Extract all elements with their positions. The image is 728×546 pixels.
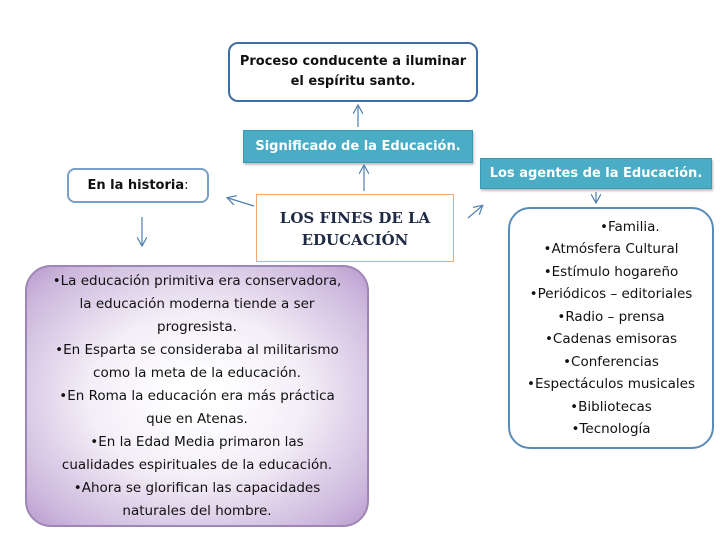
agentes-item: •Estímulo hogareño xyxy=(543,263,679,280)
arrow-to-agentes-title xyxy=(468,206,482,218)
proceso-line-1: Proceso conducente a iluminar xyxy=(239,54,467,69)
historia-line: como la meta de la educación. xyxy=(93,364,301,381)
agentes-title-box: Los agentes de la Educación. xyxy=(480,158,712,189)
historia-line: •En Esparta se consideraba al militarismo xyxy=(55,341,339,358)
historia-line: progresista. xyxy=(157,318,237,335)
historia-line: •En Roma la educación era más práctica xyxy=(59,387,335,404)
significado-box: Significado de la Educación. xyxy=(243,130,473,163)
agentes-item: •Atmósfera Cultural xyxy=(543,241,679,257)
central-topic-line-1: LOS FINES DE LA xyxy=(279,209,431,227)
agentes-item: •Espectáculos musicales xyxy=(527,376,695,392)
agentes-item: •Bibliotecas xyxy=(570,398,652,415)
historia-line: la educación moderna tiende a ser xyxy=(79,295,315,312)
historia-title-colon: : xyxy=(184,178,189,193)
proceso-line-2: el espíritu santo. xyxy=(290,74,416,89)
agentes-item: •Tecnología xyxy=(571,421,651,437)
agentes-item: •Familia. xyxy=(600,218,660,235)
historia-line: cualidades espirituales de la educación. xyxy=(61,456,333,473)
arrow-to-historia-title xyxy=(228,198,254,206)
agentes-item: •Cadenas emisoras xyxy=(544,331,678,347)
historia-line: •La educación primitiva era conservadora, xyxy=(52,272,342,289)
historia-line: •Ahora se glorifican las capacidades xyxy=(73,479,321,496)
agentes-item: •Conferencias xyxy=(563,353,659,370)
agentes-item: •Radio – prensa xyxy=(557,308,665,325)
historia-title-text: En la historia xyxy=(87,178,185,193)
central-topic-line-2: EDUCACIÓN xyxy=(301,231,409,249)
agentes-item: •Periódicos – editoriales xyxy=(529,286,693,302)
historia-line: que en Atenas. xyxy=(146,410,248,427)
historia-line: •En la Edad Media primaron las xyxy=(90,433,304,450)
historia-line: naturales del hombre. xyxy=(122,502,272,519)
